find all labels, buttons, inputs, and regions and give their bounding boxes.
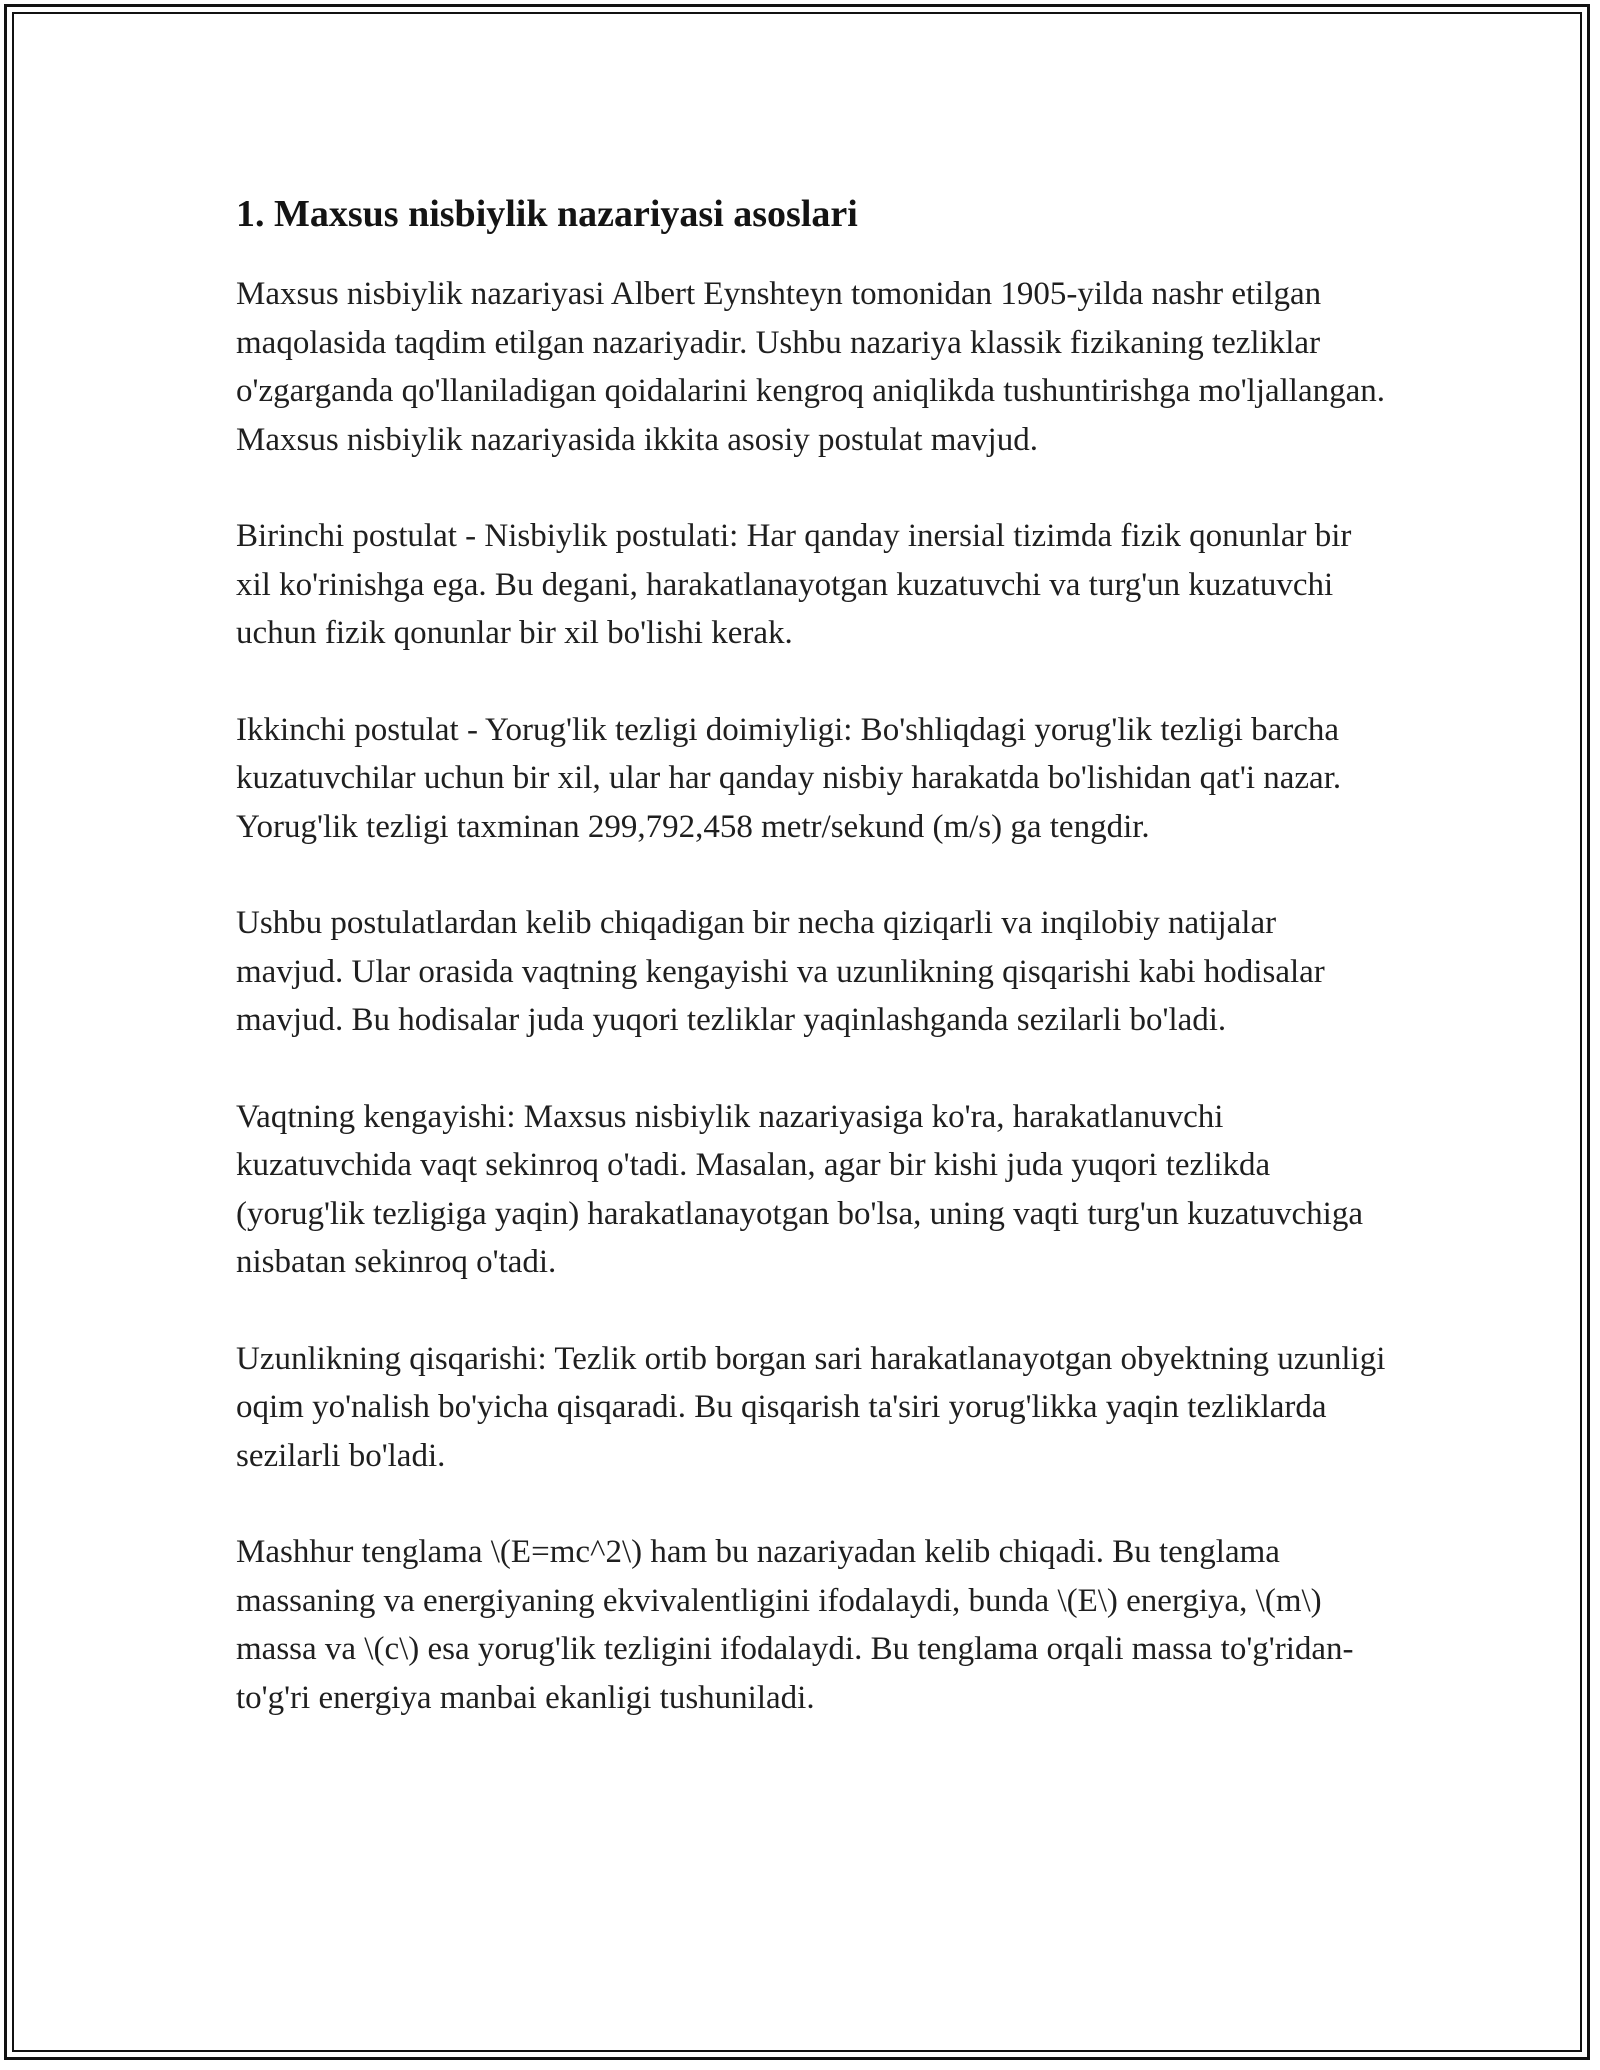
paragraph-introduction: Maxsus nisbiylik nazariyasi Albert Eynshteyn tomonidan 1905-yilda nashr etilgan maqolasida taqdim etilgan nazariyadir. Ushbu nazariya klassik fizikaning tezliklar o'zgarganda qo'llaniladigan qoidalarini kengroq aniqlikda tushuntirishga mo'ljallangan. Maxsus nisbiylik nazariyasida ikkita asosiy postulat mavjud.	[236, 276, 1386, 458]
paragraph-length-contraction: Uzunlikning qisqarishi: Tezlik ortib borgan sari harakatlanayotgan obyektning uzunligi oqim yo'nalish bo'yicha qisqaradi. Bu qisqarish ta'siri yorug'likka yaqin tezliklarda sezilarli bo'ladi.	[236, 1340, 1386, 1474]
paragraph-consequences: Ushbu postulatlardan kelib chiqadigan bir necha qiziqarli va inqilobiy natijalar mavjud. Ular orasida vaqtning kengayishi va uzunlikning qisqarishi kabi hodisalar mavjud. Bu hodisalar juda yuqori tezliklar yaqinlashganda sezilarli bo'ladi.	[236, 905, 1325, 1038]
paragraph-second-postulate: Ikkinchi postulat - Yorug'lik tezligi doimiyligi: Bo'shliqdagi yorug'lik tezligi barcha kuzatuvchilar uchun bir xil, ular har qanday nisbiy harakatda bo'lishidan qat'i nazar. Yorug'lik tezligi taxminan 299,792,458 metr/sekund (m/s) ga tengdir.	[236, 711, 1342, 845]
paragraph-time-dilation: Vaqtning kengayishi: Maxsus nisbiylik nazariyasiga ko'ra, harakatlanuvchi kuzatuvchida vaqt sekinroq o'tadi. Masalan, agar bir kishi juda yuqori tezlikda (yorug'lik tezligiga yaqin) harakatlanayotgan bo'lsa, uning vaqti turg'un kuzatuvchiga nisbatan sekinroq o'tadi.	[236, 1098, 1363, 1280]
document-body	[236, 188, 1386, 1770]
paragraph-mass-energy: Mashhur tenglama \(E=mc^2\) ham bu nazariyadan kelib chiqadi. Bu tenglama massaning va energiyaning ekvivalentligini ifodalaydi, bunda \(E\) energiya, \(m\) massa va \(c\) esa yorug'lik tezligini ifodalaydi. Bu tenglama orqali massa to'g'ridan-to'g'ri energiya manbai ekanligi tushuniladi.	[236, 1534, 1354, 1716]
section-title: 1. Maxsus nisbiylik nazariyasi asoslari	[236, 193, 858, 235]
paragraph-first-postulate: Birinchi postulat - Nisbiylik postulati: Har qanday inersial tizimda fizik qonunlar bir xil ko'rinishga ega. Bu degani, harakatlanayotgan kuzatuvchi va turg'un kuzatuvchi uchun fizik qonunlar bir xil bo'lishi kerak.	[236, 518, 1352, 651]
